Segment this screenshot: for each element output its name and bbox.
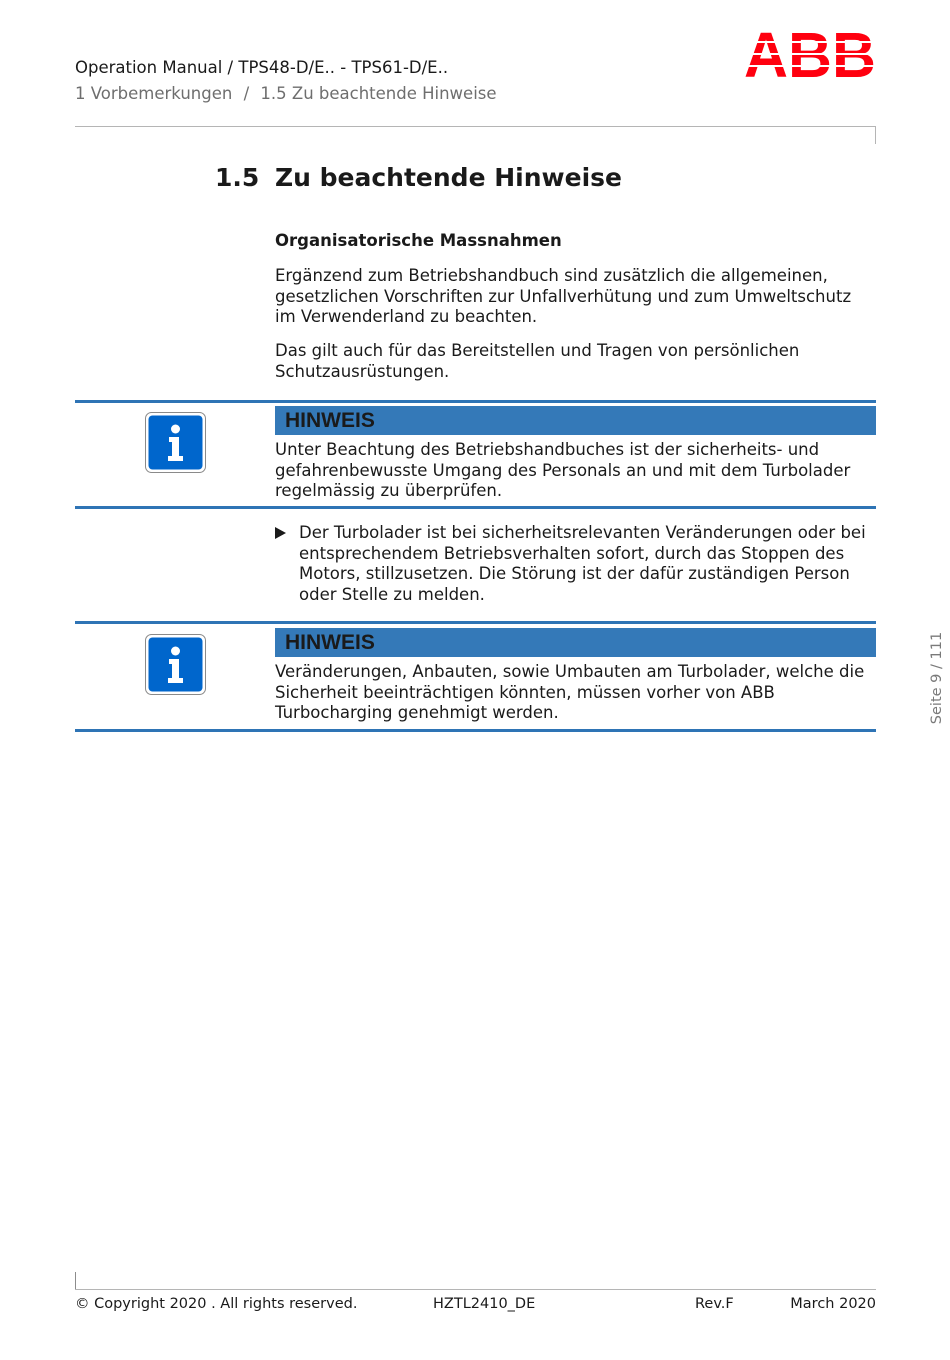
paragraph: Ergänzend zum Betriebshandbuch sind zusätzlich die allgemeinen, gesetzlichen Vorschriften zur Unfallverhütung und zum Umweltschutz im Verwenderland zu beachten. <box>275 266 852 326</box>
list-item-text: Der Turbolader ist bei sicherheitsrelevanten Veränderungen oder bei entsprechendem Betriebsverhalten sofort, durch das Stoppen des Motors, stillzusetzen. Die Störung ist der dafür zuständigen Person oder Stelle zu melden. <box>299 523 866 604</box>
revision: Rev.F <box>695 1296 734 1312</box>
triangle-bullet-icon <box>275 527 286 539</box>
section-number: 1.5 <box>215 163 260 192</box>
footer-divider <box>75 1289 876 1290</box>
footer-divider-tick <box>75 1272 76 1290</box>
header-divider <box>75 126 876 127</box>
copyright: © Copyright 2020 . All rights reserved. <box>75 1296 358 1312</box>
header-divider-tick <box>875 126 876 144</box>
abb-logo <box>744 30 876 79</box>
page-number: Seite 9 / 111 <box>929 631 945 725</box>
breadcrumb <box>75 84 497 103</box>
info-icon <box>145 412 206 473</box>
notice-bottom-rule <box>75 729 876 732</box>
list-item <box>275 523 875 605</box>
document-id: HZTL2410_DE <box>433 1296 536 1312</box>
section-title: Zu beachtende Hinweise <box>275 163 622 192</box>
breadcrumb-chapter-number: 1 <box>75 84 86 103</box>
notice-bottom-rule <box>75 506 876 509</box>
document-title: Operation Manual / TPS48-D/E.. - TPS61-D/E.. <box>75 58 449 77</box>
notice-text: Unter Beachtung des Betriebshandbuches ist der sicherheits- und gefahrenbewusste Umgang des Personals an und mit dem Turbolader regelmässig zu überprüfen. <box>275 440 851 500</box>
breadcrumb-section: Zu beachtende Hinweise <box>291 84 497 103</box>
notice-top-rule <box>75 621 876 624</box>
breadcrumb-chapter: Vorbemerkungen <box>90 84 233 103</box>
notice-top-rule <box>75 400 876 403</box>
notice-label: HINWEIS <box>275 406 876 435</box>
subheading: Organisatorische Massnahmen <box>275 231 562 250</box>
breadcrumb-section-number: 1.5 <box>260 84 287 103</box>
info-icon <box>145 634 206 695</box>
breadcrumb-separator: / <box>243 84 250 103</box>
paragraph: Das gilt auch für das Bereitstellen und Tragen von persönlichen Schutzausrüstungen. <box>275 341 800 381</box>
notice-label: HINWEIS <box>275 628 876 657</box>
date: March 2020 <box>790 1296 876 1312</box>
notice-text: Veränderungen, Anbauten, sowie Umbauten am Turbolader, welche die Sicherheit beeinträchtigen könnten, müssen vorher von ABB Turbocharging genehmigt werden. <box>275 662 865 722</box>
